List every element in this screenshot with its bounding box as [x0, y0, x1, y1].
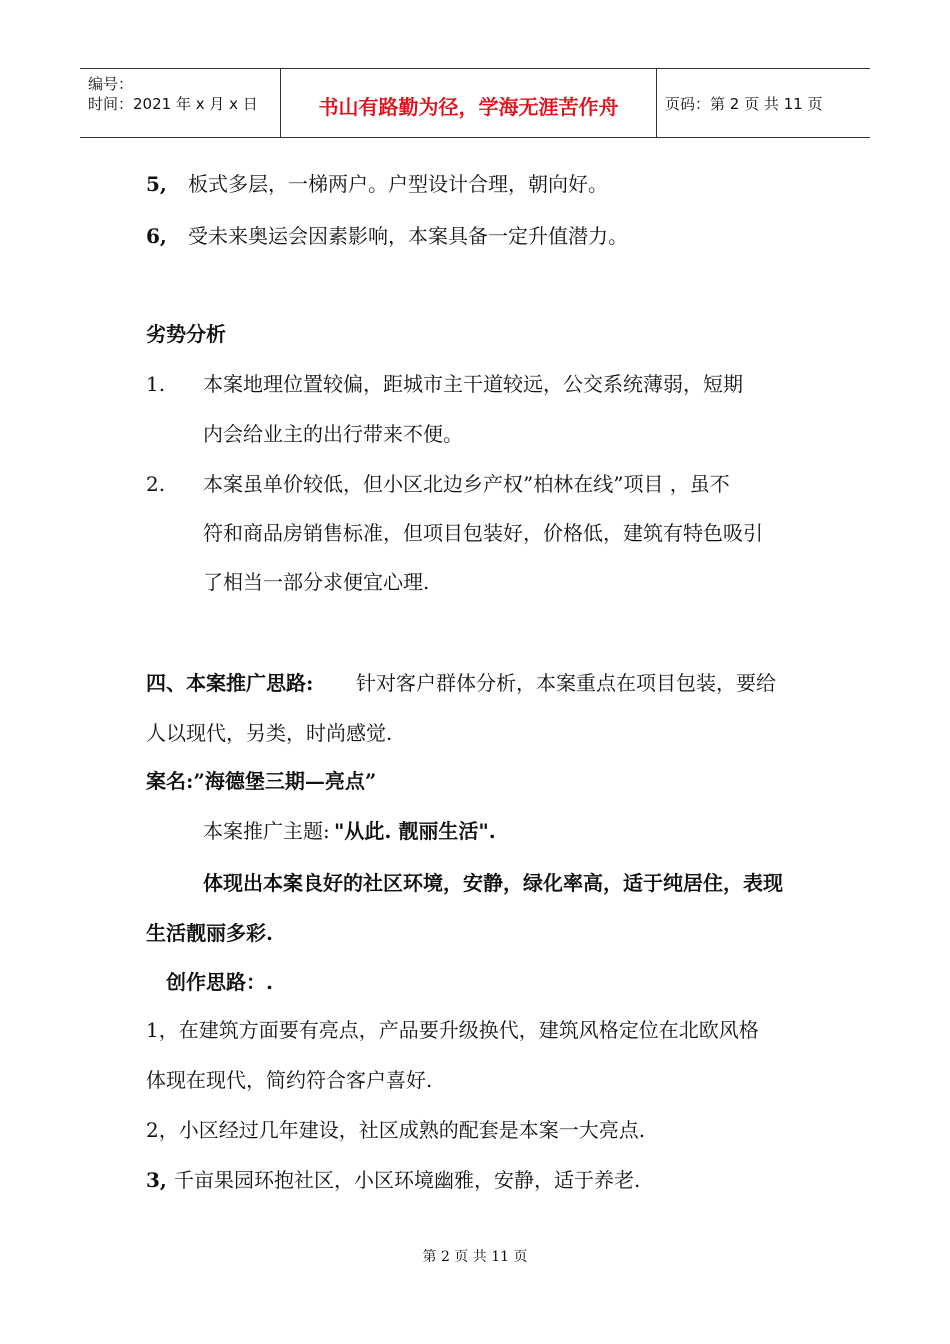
idea-1-line2: 体现在现代，简约符合客户喜好. — [146, 1068, 433, 1092]
idea-3-number: 3, — [146, 1168, 167, 1192]
code-label: 编号： — [88, 75, 134, 93]
document-header — [80, 68, 870, 138]
promotion-line1: 针对客户群体分析，本案重点在项目包装，要给 — [356, 671, 776, 695]
reflect-line2: 生活靓丽多彩. — [146, 921, 273, 945]
disadvantage-2-line1: 本案虽单价较低，但小区北边乡产权”柏林在线”项目 ，虽不 — [203, 472, 730, 496]
disadvantage-2-line3: 了相当一部分求便宜心理. — [203, 570, 430, 594]
disadvantage-1-line2: 内会给业主的出行带来不便。 — [203, 422, 463, 446]
header-motto-cell — [281, 69, 657, 137]
motto: 书山有路勤为径，学海无涯苦作舟 — [318, 95, 619, 119]
theme-prefix: 本案推广主题: — [203, 819, 330, 843]
promotion-line2: 人以现代，另类，时尚感觉. — [146, 721, 393, 745]
theme-value: "从此. 靓丽生活". — [334, 819, 496, 843]
time-label: 时间：2021 年 x 月 x 日 — [88, 95, 258, 113]
advantage-6-text: 受未来奥运会因素影响，本案具备一定升值潜力。 — [188, 224, 628, 248]
page-info: 页码：第 2 页 共 11 页 — [665, 95, 823, 113]
advantage-5-number: 5, — [146, 172, 167, 196]
idea-2: 2，小区经过几年建设，社区成熟的配套是本案一大亮点. — [146, 1118, 646, 1142]
header-page-cell — [657, 69, 870, 137]
disadvantage-1-number: 1. — [146, 372, 166, 396]
disadvantage-2-number: 2. — [146, 472, 166, 496]
reflect-line1: 体现出本案良好的社区环境，安静，绿化率高，适于纯居住，表现 — [203, 871, 783, 895]
disadvantage-1-line1: 本案地理位置较偏，距城市主干道较远，公交系统薄弱，短期 — [203, 372, 743, 396]
advantage-5-text: 板式多层，一梯两户。户型设计合理，朝向好。 — [188, 172, 608, 196]
header-meta-cell — [80, 69, 281, 137]
case-name: 案名:”海德堡三期—亮点” — [146, 769, 377, 793]
idea-heading: 创作思路：. — [166, 970, 273, 994]
advantage-6-number: 6, — [146, 224, 167, 248]
idea-3-text: 千亩果园环抱社区，小区环境幽雅，安静，适于养老. — [174, 1168, 641, 1192]
promotion-heading: 四、本案推广思路: — [146, 671, 314, 695]
idea-1-line1: 1，在建筑方面要有亮点，产品要升级换代，建筑风格定位在北欧风格 — [146, 1018, 759, 1042]
disadvantage-2-line2: 符和商品房销售标准，但项目包装好，价格低，建筑有特色吸引 — [203, 521, 763, 545]
disadvantage-heading: 劣势分析 — [146, 322, 226, 346]
page-footer: 第 2 页 共 11 页 — [422, 1249, 528, 1265]
